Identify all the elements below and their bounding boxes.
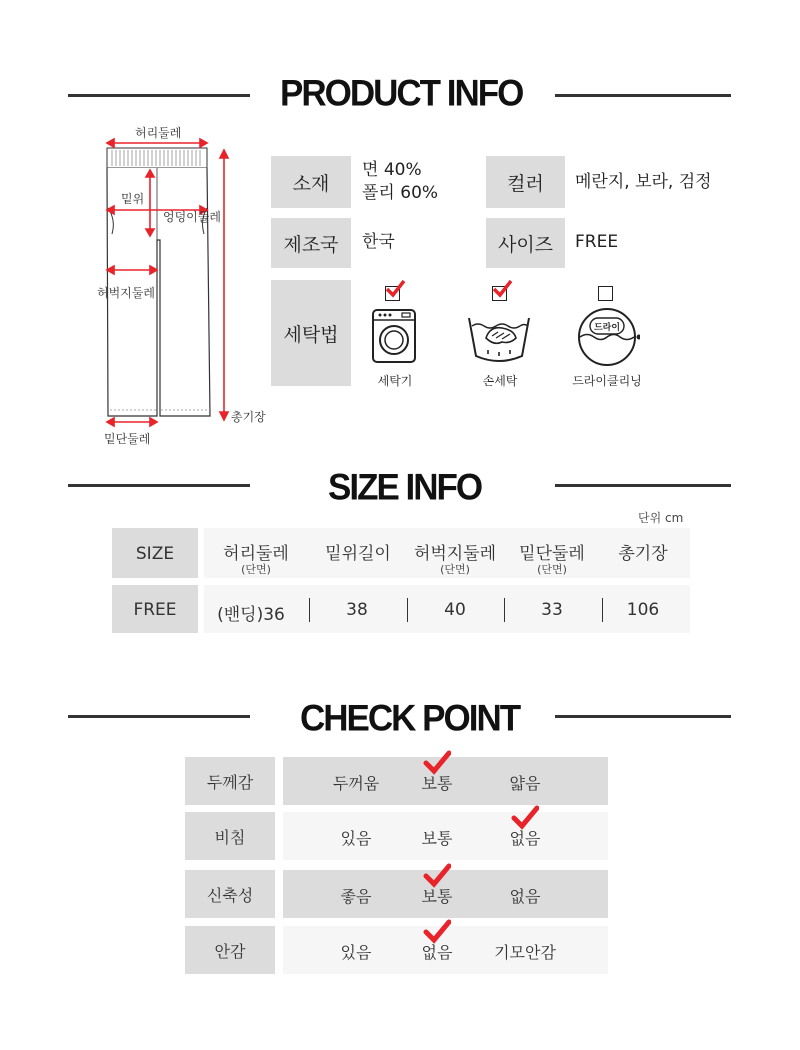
dry-clean-icon (574, 306, 640, 368)
size-cell-hem: 33 (541, 600, 563, 620)
size-cell-thigh: 40 (444, 600, 466, 620)
material-value-1: 면 40% (362, 160, 422, 180)
check-option: 있음 (340, 943, 372, 962)
wash-label: 세탁법 (271, 280, 351, 386)
length-dimension-label: 총기장 (231, 410, 266, 424)
check-option: 보통 (421, 774, 453, 793)
material-value-2: 폴리 60% (362, 183, 439, 203)
product-info-title: PRODUCT INFO (280, 73, 523, 114)
check-mark-icon (511, 805, 539, 831)
check-option: 없음 (509, 829, 541, 848)
check-point-title: CHECK POINT (300, 698, 520, 739)
size-header-thigh: 허벅지둘레 (413, 544, 497, 564)
size-cell-waist: (밴딩)36 (217, 605, 285, 625)
check-row-label: 신축성 (185, 870, 275, 918)
size-cell-rise: 38 (346, 600, 368, 620)
check-option: 기모안감 (494, 943, 556, 962)
size-header-size: SIZE (135, 544, 175, 564)
title-rule-left (68, 715, 250, 718)
thigh-dimension-label: 허벅지둘레 (97, 286, 155, 300)
unit-label: 단위 cm (638, 511, 684, 525)
size-header-thigh-sub: (단면) (440, 563, 470, 576)
check-mark-icon (385, 279, 405, 299)
hem-dimension-label: 밑단둘레 (104, 432, 151, 446)
title-rule-right (555, 94, 731, 97)
check-row-label: 안감 (185, 926, 275, 974)
size-header-waist: 허리둘레 (223, 544, 289, 564)
dry-clean-badge-text: 드라이 (593, 323, 621, 333)
check-mark-icon (423, 919, 451, 945)
material-label: 소재 (271, 156, 351, 208)
check-option: 없음 (421, 943, 453, 962)
size-value: FREE (575, 232, 619, 252)
origin-value: 한국 (362, 232, 395, 252)
waist-dimension-label: 허리둘레 (135, 126, 182, 140)
size-cell-length: 106 (626, 600, 660, 620)
hand-wash-label: 손세탁 (482, 374, 518, 388)
dry-clean-checkbox (598, 286, 613, 301)
size-header-hem-sub: (단면) (537, 563, 567, 576)
check-option: 얇음 (509, 774, 541, 793)
hand-wash-icon (466, 312, 532, 364)
rise-dimension-label: 밑위 (121, 192, 145, 206)
color-label: 컬러 (486, 156, 565, 208)
check-option: 좋음 (340, 887, 372, 906)
check-mark-icon (423, 750, 451, 776)
dry-clean-label: 드라이클리닝 (572, 374, 642, 388)
size-cell-size: FREE (133, 600, 177, 620)
check-option: 보통 (421, 829, 453, 848)
title-rule-right (555, 715, 731, 718)
check-option: 보통 (421, 887, 453, 906)
hip-dimension-label: 엉덩이둘레 (163, 210, 221, 224)
title-rule-left (68, 484, 250, 487)
origin-label: 제조국 (271, 218, 351, 268)
title-rule-left (68, 94, 250, 97)
check-row-label: 비침 (185, 812, 275, 860)
check-option: 두꺼움 (332, 774, 380, 793)
washing-machine-label: 세탁기 (377, 374, 413, 388)
size-header-hem: 밑단둘레 (519, 544, 585, 564)
check-option: 있음 (340, 829, 372, 848)
title-rule-right (555, 484, 731, 487)
size-header-rise: 밑위길이 (325, 544, 391, 564)
washing-machine-icon (370, 308, 420, 366)
check-row-label: 두께감 (185, 757, 275, 805)
color-value: 메란지, 보라, 검정 (575, 172, 712, 192)
check-mark-icon (492, 279, 512, 299)
size-header-waist-sub: (단면) (241, 563, 271, 576)
check-mark-icon (423, 863, 451, 889)
size-label: 사이즈 (486, 218, 565, 268)
size-info-title: SIZE INFO (328, 467, 482, 508)
check-option: 없음 (509, 887, 541, 906)
size-header-length: 총기장 (618, 544, 668, 564)
